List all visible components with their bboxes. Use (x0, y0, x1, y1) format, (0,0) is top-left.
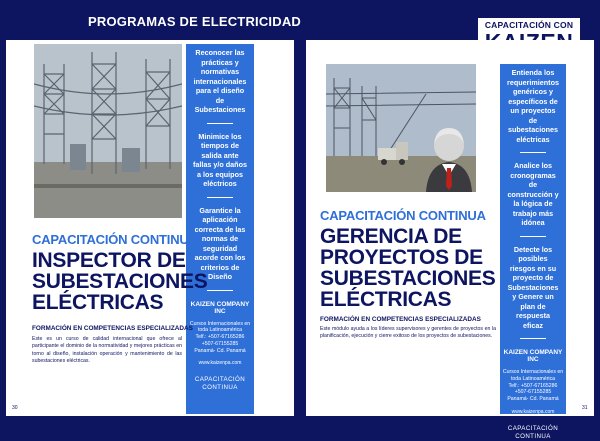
course-description: Este módulo ayuda a los líderes supervisores y gerentes de proyectos en la planificación, ejecución y cierre exitoso de los proyectos de subestaciones. (320, 326, 496, 340)
course-title-line: ELÉCTRICAS (32, 291, 164, 314)
contact-line: Telf.: +507-67165286 (508, 382, 558, 389)
benefit-item: Minimice los tiempos de salida ante fallas y/o daños a los equipos eléctricos (193, 131, 247, 188)
website-link[interactable]: www.kaizenpa.com (198, 360, 242, 367)
benefit-item: Detecte los posibles riesgos en su proyecto de Subestaciones y Genere un plan de respuesta eficaz (507, 244, 559, 330)
capacitacion-label: CAPACITACIÓN CONTINUA (320, 208, 486, 223)
contact-info (500, 369, 566, 403)
contact-line: +507-67155285 (201, 340, 239, 347)
page-number: 30 (12, 405, 18, 411)
contact-info (186, 321, 254, 355)
course-title-line: GERENCIA DE (320, 225, 462, 248)
column-footer (500, 425, 566, 441)
divider (520, 338, 546, 339)
benefit-item: Reconocer las prácticas y normativas internacionales para el diseño de Subestaciones (193, 48, 247, 114)
course-title-line: INSPECTOR DE (32, 249, 186, 272)
footer-line: CONTINUA (202, 384, 238, 392)
divider (207, 197, 233, 198)
contact-line: toda Latinoamérica (197, 327, 243, 334)
contact-line: Cursos Internacionales en (502, 369, 564, 375)
contact-line: toda Latinoamérica (510, 375, 556, 382)
footer-line: CAPACITACIÓN (194, 376, 246, 384)
website-link[interactable]: www.kaizenpa.com (511, 408, 555, 415)
course-title (32, 250, 207, 313)
course-subtitle: FORMACIÓN EN COMPETENCIAS ESPECIALIZADAS (32, 325, 193, 332)
company-name: KAIZEN COMPANY INC (503, 349, 563, 363)
course-title-line: SUBESTACIONES (320, 267, 496, 290)
course-title-line: SUBESTACIONES (32, 270, 208, 293)
divider (207, 290, 233, 291)
contact-line: Panamá- Cd. Panamá (194, 347, 246, 354)
contact-line: +507-67155285 (514, 389, 552, 396)
contact-line: Telf.: +507-67165286 (195, 334, 245, 341)
contact-line: Cursos Internacionales en (189, 320, 251, 327)
divider (207, 123, 233, 124)
course-title (320, 226, 495, 310)
course-subtitle: FORMACIÓN EN COMPETENCIAS ESPECIALIZADAS (320, 316, 481, 323)
contact-line: Panamá- Cd. Panamá (507, 396, 559, 403)
course-description: Este es un curso de calidad internacional que ofrece al participante el dominio de la normatividad y mejores prácticas en torno al diseño, instalación operación y mantenimiento de las subestaciones eléctricas. (32, 336, 182, 365)
brand-tagline: CAPACITACIÓN CON (484, 20, 574, 30)
benefit-item: Garantice la aplicación correcta de las normas de seguridad acorde con los criterios de Diseño (194, 205, 246, 281)
section-title: PROGRAMAS DE ELECTRICIDAD (88, 14, 302, 29)
footer-line: CONTINUA (515, 432, 551, 440)
capacitacion-label: CAPACITACIÓN CONTINUA (32, 232, 198, 247)
substation-photo (34, 44, 182, 218)
divider (520, 152, 546, 153)
course-title-line: ELÉCTRICAS (320, 288, 452, 311)
right-page (306, 40, 594, 440)
manager-avatar (424, 112, 474, 192)
course-title-line: PROYECTOS DE (320, 246, 483, 269)
footer-line: CAPACITACIÓN (507, 424, 559, 432)
benefits-column (500, 64, 566, 440)
benefits-column (186, 44, 254, 414)
company-name: KAIZEN COMPANY INC (190, 300, 250, 315)
column-footer (186, 376, 254, 392)
left-page (6, 40, 294, 416)
divider (520, 236, 546, 237)
benefit-item: Analice los cronogramas de construcción y la lógica de trabajo más idónea (507, 161, 559, 227)
page-number: 31 (582, 405, 588, 411)
benefit-item: Entienda los requerimientos genéricos y específicos de un proyectos de subestaciones eléctricas (507, 68, 559, 144)
